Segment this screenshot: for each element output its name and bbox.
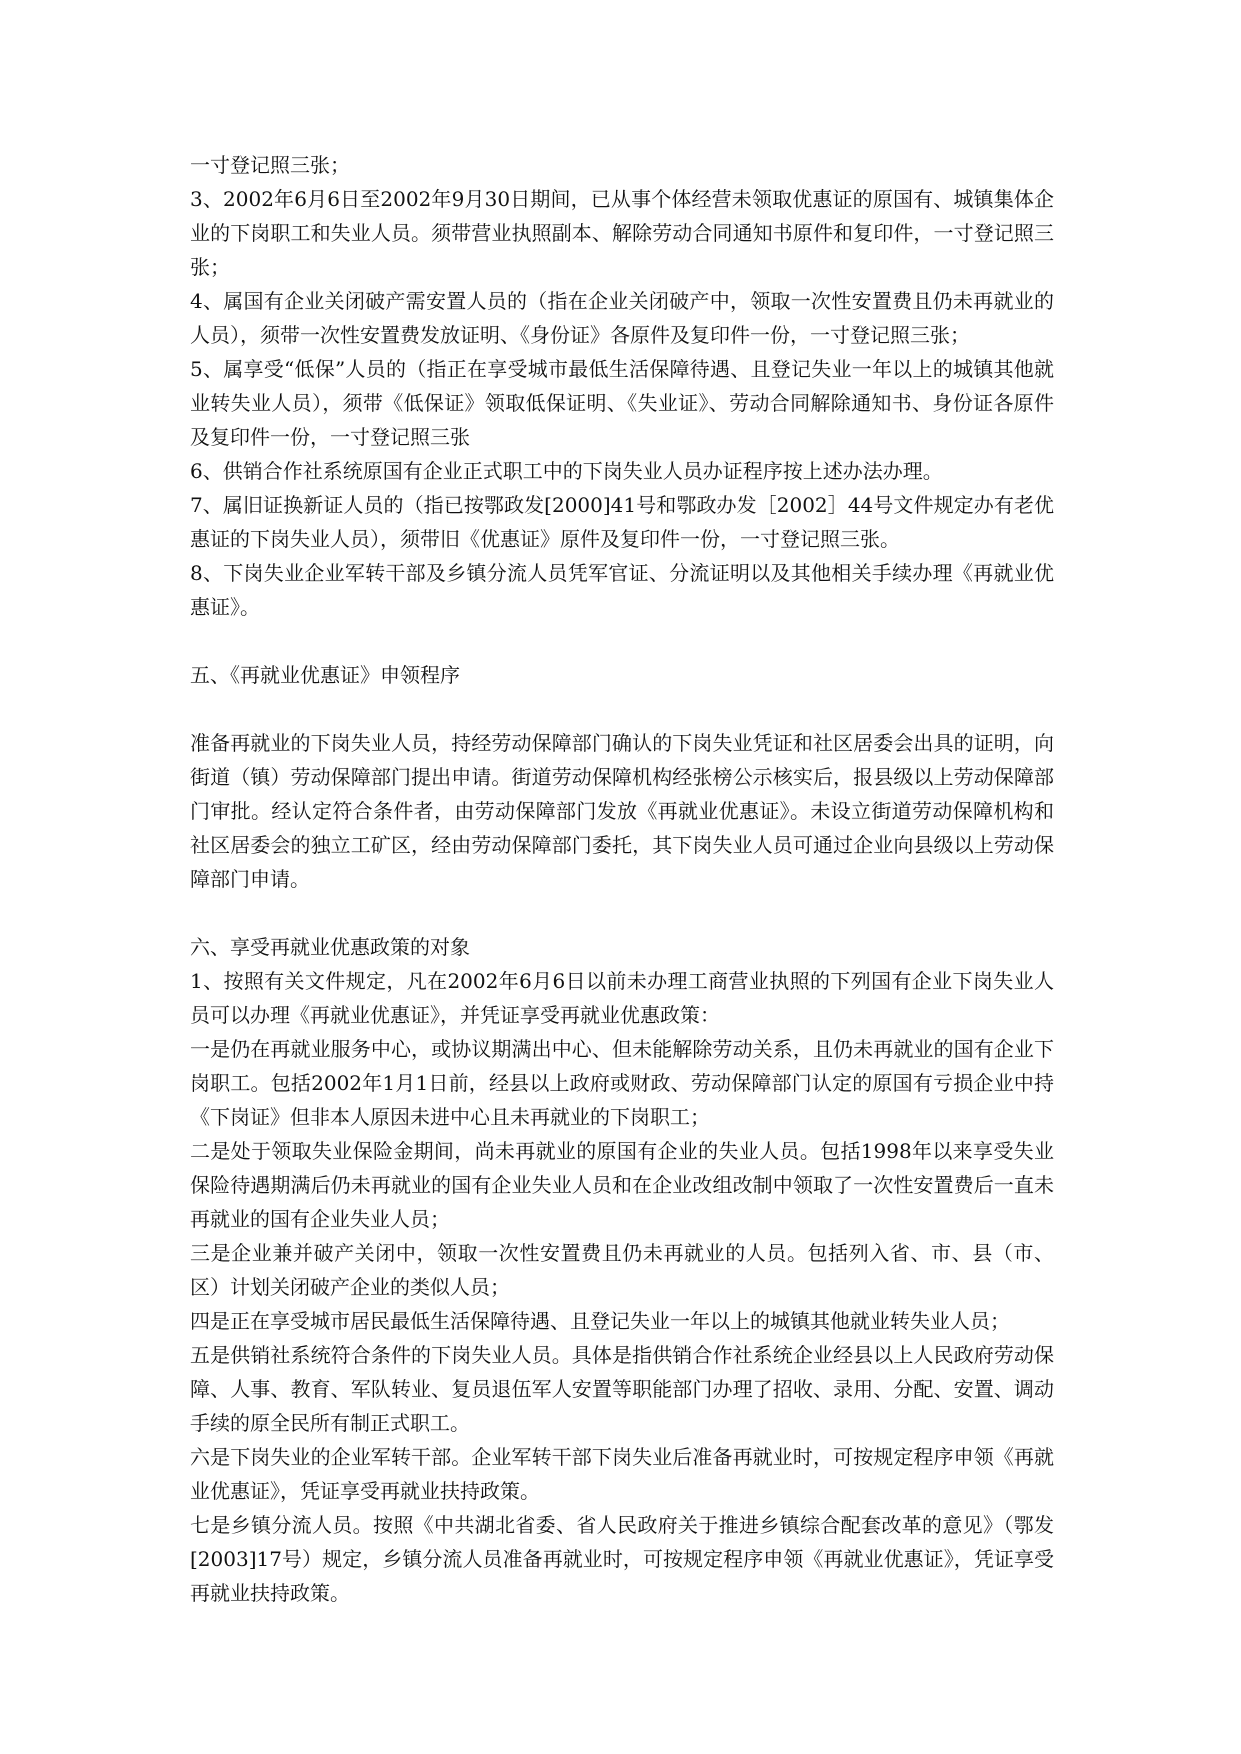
paragraph: 六是下岗失业的企业军转干部。企业军转干部下岗失业后准备再就业时，可按规定程序申领《再就业优惠证》，凭证享受再就业扶持政策。: [190, 1445, 1054, 1503]
paragraph: 8、下岗失业企业军转干部及乡镇分流人员凭军官证、分流证明以及其他相关手续办理《再就业优惠证》。: [190, 561, 1054, 619]
paragraph: 七是乡镇分流人员。按照《中共湖北省委、省人民政府关于推进乡镇综合配套改革的意见》（鄂发[2003]17号）规定，乡镇分流人员准备再就业时，可按规定程序申领《再就业优惠证》，凭证享受再就业扶持政策。: [190, 1513, 1054, 1605]
paragraph: 二是处于领取失业保险金期间，尚未再就业的原国有企业的失业人员。包括1998年以来享受失业保险待遇期满后仍未再就业的国有企业失业人员和在企业改组改制中领取了一次性安置费后一直未再就业的国有企业失业人员；: [190, 1139, 1054, 1231]
paragraph: 7、属旧证换新证人员的（指已按鄂政发[2000]41号和鄂政办发［2002］44号文件规定办有老优惠证的下岗失业人员），须带旧《优惠证》原件及复印件一份，一寸登记照三张。: [190, 493, 1054, 551]
document-body: [190, 148, 1054, 1610]
paragraph: 1、按照有关文件规定，凡在2002年6月6日以前未办理工商营业执照的下列国有企业下岗失业人员可以办理《再就业优惠证》，并凭证享受再就业优惠政策：: [190, 969, 1054, 1027]
paragraph: 一是仍在再就业服务中心，或协议期满出中心、但未能解除劳动关系，且仍未再就业的国有企业下岗职工。包括2002年1月1日前，经县以上政府或财政、劳动保障部门认定的原国有亏损企业中持《下岗证》但非本人原因未进中心且未再就业的下岗职工；: [190, 1037, 1054, 1129]
blank-line: [190, 896, 1054, 930]
paragraph: 4、属国有企业关闭破产需安置人员的（指在企业关闭破产中，领取一次性安置费且仍未再就业的人员），须带一次性安置费发放证明、《身份证》各原件及复印件一份，一寸登记照三张；: [190, 289, 1054, 347]
section-heading: 六、享受再就业优惠政策的对象: [190, 935, 470, 959]
paragraph: 一寸登记照三张；: [190, 153, 350, 177]
paragraph: 3、2002年6月6日至2002年9月30日期间，已从事个体经营未领取优惠证的原国有、城镇集体企业的下岗职工和失业人员。须带营业执照副本、解除劳动合同通知书原件和复印件，一寸登记照三张；: [190, 187, 1054, 279]
paragraph: 五是供销社系统符合条件的下岗失业人员。具体是指供销合作社系统企业经县以上人民政府劳动保障、人事、教育、军队转业、复员退伍军人安置等职能部门办理了招收、录用、分配、安置、调动手续的原全民所有制正式职工。: [190, 1343, 1054, 1435]
paragraph: 三是企业兼并破产关闭中，领取一次性安置费且仍未再就业的人员。包括列入省、市、县（市、区）计划关闭破产企业的类似人员；: [190, 1241, 1054, 1299]
paragraph: 6、供销合作社系统原国有企业正式职工中的下岗失业人员办证程序按上述办法办理。: [190, 459, 943, 483]
paragraph: 5、属享受“低保”人员的（指正在享受城市最低生活保障待遇、且登记失业一年以上的城镇其他就业转失业人员），须带《低保证》领取低保证明、《失业证》、劳动合同解除通知书、身份证各原件及复印件一份，一寸登记照三张: [190, 357, 1054, 449]
paragraph: 准备再就业的下岗失业人员，持经劳动保障部门确认的下岗失业凭证和社区居委会出具的证明，向街道（镇）劳动保障部门提出申请。街道劳动保障机构经张榜公示核实后，报县级以上劳动保障部门审批。经认定符合条件者，由劳动保障部门发放《再就业优惠证》。未设立街道劳动保障机构和社区居委会的独立工矿区，经由劳动保障部门委托，其下岗失业人员可通过企业向县级以上劳动保障部门申请。: [190, 731, 1054, 891]
section-heading: 五、《再就业优惠证》申领程序: [190, 663, 460, 687]
blank-line: [190, 624, 1054, 658]
blank-line: [190, 692, 1054, 726]
paragraph: 四是正在享受城市居民最低生活保障待遇、且登记失业一年以上的城镇其他就业转失业人员；: [190, 1309, 1010, 1333]
